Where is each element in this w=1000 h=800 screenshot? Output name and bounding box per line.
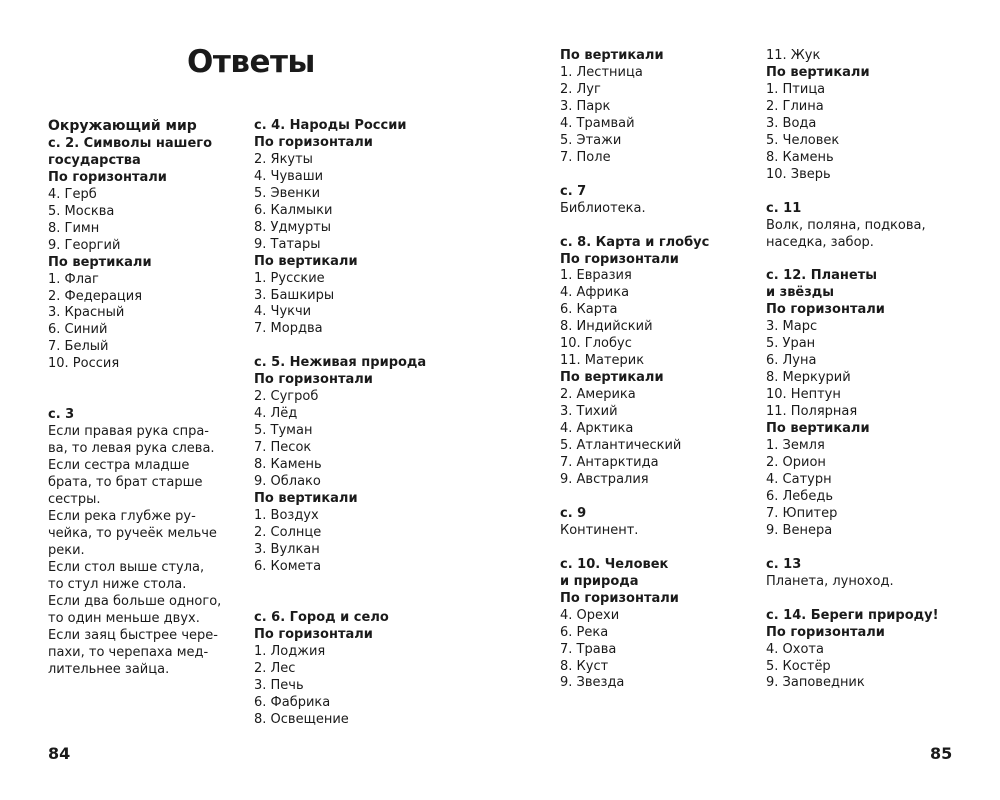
answer-line: Планета, луноход. bbox=[766, 573, 894, 589]
answer-line: 3. Вулкан bbox=[254, 541, 320, 557]
answers-column-4 bbox=[766, 48, 956, 692]
answer-line: 1. Флаг bbox=[48, 271, 99, 287]
answer-line: 3. Красный bbox=[48, 305, 125, 321]
line-spacer bbox=[48, 373, 238, 390]
answer-line: 4. Чуваши bbox=[254, 168, 324, 184]
answer-line: 6. Река bbox=[560, 624, 609, 640]
answer-line: то стул ниже стола. bbox=[48, 576, 187, 592]
answer-line: 7. Белый bbox=[48, 339, 109, 355]
answer-line: 3. Вода bbox=[766, 115, 817, 131]
answer-line: 9. Татары bbox=[254, 236, 321, 252]
answer-line: Волк, поляна, подкова, bbox=[766, 217, 926, 233]
answer-line: 8. Меркурий bbox=[766, 370, 851, 386]
answer-line: 4. Арктика bbox=[560, 421, 634, 437]
answer-heading: с. 4. Народы России bbox=[254, 118, 407, 133]
line-spacer bbox=[254, 593, 444, 610]
line-spacer bbox=[766, 251, 956, 268]
answer-heading: с. 7 bbox=[560, 183, 587, 199]
answer-line: 9. Венера bbox=[766, 522, 833, 538]
line-spacer bbox=[560, 540, 750, 557]
line-spacer bbox=[254, 576, 444, 593]
answer-line: 2. Глина bbox=[766, 98, 824, 114]
answer-line: 8. Куст bbox=[560, 658, 609, 674]
answer-line: 9. Георгий bbox=[48, 237, 121, 253]
answer-heading: с. 3 bbox=[48, 407, 75, 423]
answer-heading: По вертикали bbox=[560, 48, 664, 63]
answer-line: 6. Комета bbox=[254, 558, 322, 574]
answer-line: Если стол выше стула, bbox=[48, 559, 205, 575]
answer-line: 5. Туман bbox=[254, 423, 313, 439]
answer-line: 9. Заповедник bbox=[766, 675, 865, 691]
answer-line: 9. Звезда bbox=[560, 675, 625, 691]
answer-heading: с. 5. Неживая природа bbox=[254, 355, 427, 371]
line-spacer bbox=[766, 591, 956, 608]
answer-line: 5. Человек bbox=[766, 132, 840, 148]
answer-heading: с. 10. Человек bbox=[560, 556, 669, 572]
answer-line: ва, то левая рука слева. bbox=[48, 441, 215, 457]
answer-line: 4. Сатурн bbox=[766, 471, 832, 487]
answer-line: Если правая рука спра- bbox=[48, 424, 210, 440]
answer-line: 8. Индийский bbox=[560, 319, 653, 335]
answer-line: 3. Тихий bbox=[560, 404, 618, 420]
answer-line: Континент. bbox=[560, 522, 639, 538]
answer-line: 10. Глобус bbox=[560, 336, 632, 352]
answer-heading: По вертикали bbox=[766, 421, 870, 437]
answers-column-2 bbox=[254, 118, 444, 728]
answer-heading: с. 6. Город и село bbox=[254, 609, 389, 625]
answer-line: 3. Печь bbox=[254, 677, 304, 693]
answer-line: 2. Солнце bbox=[254, 524, 322, 540]
answer-heading: с. 14. Береги природу! bbox=[766, 607, 939, 623]
answer-line: 8. Гимн bbox=[48, 220, 100, 236]
answer-line: 9. Облако bbox=[254, 474, 321, 490]
answer-line: 6. Лебедь bbox=[766, 488, 833, 504]
answer-line: 2. Якуты bbox=[254, 151, 313, 167]
answer-line: 2. Федерация bbox=[48, 288, 143, 304]
answer-line: 5. Эвенки bbox=[254, 185, 321, 201]
answer-line: сестры. bbox=[48, 492, 101, 508]
answer-line: 9. Австралия bbox=[560, 471, 649, 487]
answer-heading: По вертикали bbox=[254, 253, 358, 269]
answer-line: 11. Полярная bbox=[766, 404, 858, 420]
answer-line: 5. Уран bbox=[766, 336, 816, 352]
answer-line: 7. Мордва bbox=[254, 321, 323, 337]
answer-heading: По вертикали bbox=[254, 491, 358, 507]
answer-line: 2. Лес bbox=[254, 660, 296, 676]
answer-heading: По горизонтали bbox=[254, 134, 373, 150]
answer-line: 8. Камень bbox=[254, 457, 322, 473]
answer-line: 11. Жук bbox=[766, 48, 821, 63]
answer-line: пахи, то черепаха мед- bbox=[48, 644, 209, 660]
answer-line: 1. Евразия bbox=[560, 268, 632, 284]
answer-line: 2. Орион bbox=[766, 454, 826, 470]
answer-line: 2. Америка bbox=[560, 387, 636, 403]
line-spacer bbox=[766, 540, 956, 557]
answers-column-3 bbox=[560, 48, 750, 692]
answer-line: 10. Нептун bbox=[766, 387, 841, 403]
line-spacer bbox=[560, 218, 750, 235]
answer-line: 8. Удмурты bbox=[254, 219, 332, 235]
answer-heading: с. 8. Карта и глобус bbox=[560, 234, 710, 250]
answer-line: то один меньше двух. bbox=[48, 610, 200, 626]
answer-line: лительнее зайца. bbox=[48, 661, 170, 677]
answer-line: 1. Лестница bbox=[560, 64, 643, 80]
answer-heading: По горизонтали bbox=[560, 251, 679, 267]
answer-line: 5. Этажи bbox=[560, 132, 622, 148]
answer-heading: По вертикали bbox=[766, 64, 870, 80]
answer-heading: государства bbox=[48, 152, 141, 168]
answer-heading: По горизонтали bbox=[766, 302, 885, 318]
answer-line: Если река глубже ру- bbox=[48, 509, 196, 525]
page-title: Ответы bbox=[187, 44, 315, 80]
page-number-right: 85 bbox=[930, 744, 953, 763]
answer-line: 4. Трамвай bbox=[560, 115, 635, 131]
answer-line: 4. Охота bbox=[766, 641, 824, 657]
answer-line: реки. bbox=[48, 542, 85, 558]
answer-heading: с. 2. Символы нашего bbox=[48, 135, 213, 151]
answer-line: Если два больше одного, bbox=[48, 593, 222, 609]
answer-heading: По вертикали bbox=[560, 370, 664, 386]
answer-line: 1. Русские bbox=[254, 270, 325, 286]
answer-line: 3. Марс bbox=[766, 319, 818, 335]
line-spacer bbox=[254, 338, 444, 355]
answer-line: наседка, забор. bbox=[766, 234, 874, 250]
answer-line: 4. Лёд bbox=[254, 406, 298, 422]
answer-line: 11. Материк bbox=[560, 353, 645, 369]
answer-heading: и природа bbox=[560, 573, 639, 589]
answer-heading: с. 12. Планеты bbox=[766, 268, 877, 284]
answer-line: 4. Герб bbox=[48, 186, 97, 202]
answer-line: чейка, то ручеёк мельче bbox=[48, 525, 217, 541]
answer-line: Если сестра младше bbox=[48, 458, 190, 474]
answer-line: 1. Лоджия bbox=[254, 643, 326, 659]
answer-line: 7. Юпитер bbox=[766, 505, 838, 521]
answer-line: 4. Чукчи bbox=[254, 304, 312, 320]
answer-line: 5. Москва bbox=[48, 203, 115, 219]
answer-line: Если заяц быстрее чере- bbox=[48, 627, 218, 643]
line-spacer bbox=[560, 489, 750, 506]
answer-heading: и звёзды bbox=[766, 285, 835, 301]
answer-line: 8. Камень bbox=[766, 149, 834, 165]
answer-line: 5. Костёр bbox=[766, 658, 831, 674]
answer-line: 2. Сугроб bbox=[254, 389, 319, 405]
answer-line: 5. Атлантический bbox=[560, 438, 682, 454]
answer-heading: По горизонтали bbox=[766, 624, 885, 640]
answer-line: 1. Воздух bbox=[254, 507, 319, 523]
answer-line: 3. Башкиры bbox=[254, 287, 335, 303]
answer-line: Библиотека. bbox=[560, 200, 646, 216]
answer-line: 8. Освещение bbox=[254, 711, 349, 727]
answer-line: 7. Антарктида bbox=[560, 454, 659, 470]
answer-line: 1. Птица bbox=[766, 81, 826, 97]
section-heading: Окружающий мир bbox=[48, 118, 197, 134]
answer-heading: По горизонтали bbox=[560, 590, 679, 606]
answer-line: 7. Песок bbox=[254, 440, 312, 456]
answer-heading: с. 11 bbox=[766, 200, 802, 216]
answer-heading: с. 9 bbox=[560, 505, 587, 521]
line-spacer bbox=[560, 167, 750, 184]
answer-line: 7. Трава bbox=[560, 641, 617, 657]
line-spacer bbox=[48, 390, 238, 407]
answer-line: 3. Парк bbox=[560, 98, 611, 114]
answer-line: брата, то брат старше bbox=[48, 475, 203, 491]
answer-line: 2. Луг bbox=[560, 81, 601, 97]
answers-column-1 bbox=[48, 118, 238, 679]
answer-line: 4. Африка bbox=[560, 285, 630, 301]
answer-heading: с. 13 bbox=[766, 556, 802, 572]
answer-line: 6. Карта bbox=[560, 302, 618, 318]
answer-heading: По вертикали bbox=[48, 254, 152, 270]
answer-line: 6. Луна bbox=[766, 353, 817, 369]
answer-line: 6. Калмыки bbox=[254, 202, 333, 218]
line-spacer bbox=[766, 184, 956, 201]
answer-line: 7. Поле bbox=[560, 149, 611, 165]
answer-heading: По горизонтали bbox=[48, 169, 167, 185]
answer-line: 10. Зверь bbox=[766, 166, 831, 182]
answer-line: 1. Земля bbox=[766, 438, 825, 454]
answer-heading: По горизонтали bbox=[254, 626, 373, 642]
answer-line: 4. Орехи bbox=[560, 607, 620, 623]
answer-line: 6. Фабрика bbox=[254, 694, 331, 710]
answer-line: 6. Синий bbox=[48, 322, 108, 338]
answer-line: 10. Россия bbox=[48, 356, 120, 372]
answer-heading: По горизонтали bbox=[254, 372, 373, 388]
page-number-left: 84 bbox=[48, 744, 71, 763]
